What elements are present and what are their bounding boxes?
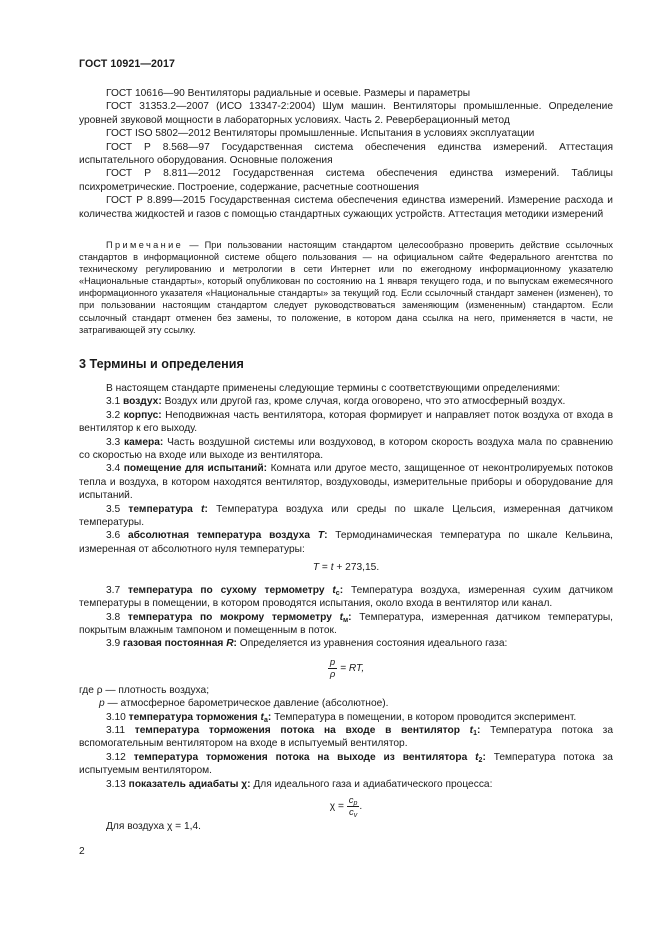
where-rho: где ρ — плотность воздуха; (79, 684, 210, 696)
note-text: — При пользовании настоящим стандартом целесообразно проверить действие ссылочных стандартов в информационной системе общего пользования — на официальном сайте Федерального агентства по техническому регулированию и метрологии в сети Интернет или по ежегодному информационному указателю «Национальные стандарты», который опубликован по состоянию на 1 января текущего года, и по выпускам ежемесячного информационного указателя «Национальные стандарты» за текущий год. Если ссылочный стандарт заменен (изменен), то при пользовании настоящим стандартом следует руководствоваться заменяющим (измененным) стандартом. Если ссылочный стандарт отменен без замены, то положение, в котором дана ссылка на него, применяется в части, не затрагивающей эту ссылку. (79, 240, 613, 335)
term-3-10: 3.10 температура торможения $t_а$: Температура в помещении, в котором проводится эксперимент. (106, 711, 577, 724)
reference-item: ГОСТ Р 8.568—97 Государственная система обеспечения единства измерений. Аттестация испытательного оборудования. Основные положения (79, 141, 613, 167)
air-adiabatic-value: Для воздуха χ = 1,4. (106, 820, 201, 832)
reference-item: ГОСТ Р 8.899—2015 Государственная система обеспечения единства измерений. Измерение расхода и количества жидкостей и газов с помощью стандартных сужающих устройств. Аттестация методики измерений (79, 195, 613, 220)
term-3-1: 3.1 воздух: Воздух или другой газ, кроме случая, когда оговорено, что это атмосферный воздух. (106, 396, 566, 408)
note-block (79, 239, 613, 336)
formula-adiabatic-index: χ = $\frac{c_p}{c_v}$ . (329, 794, 363, 819)
term-3-12: 3.12 температура торможения потока на выходе из вентилятора $t_2$: Температура потока за испытуемым вентилятором. (79, 751, 613, 777)
formula-absolute-temperature: T = t + 273,15. (312, 562, 380, 574)
formula-ideal-gas: $\frac{p}{\rho}$ = RT, (329, 656, 365, 680)
note-label: Примечание (106, 240, 184, 250)
term-3-8: 3.8 температура по мокрому термометру $t_м$: Температура, измеренная датчиком температуры, покрытым влажным тампоном и помещенным в поток. (79, 611, 614, 636)
section-intro: В настоящем стандарте применены следующие термины с соответствующими определениями: (106, 383, 561, 394)
term-3-7: 3.7 температура по сухому термометру $t_c$: Температура воздуха, измеренная сухим датчиком температуры в помещении, в котором проводятся испытания, около входа в вентилятор или канал. (79, 584, 613, 610)
section-title: 3 Термины и определения (79, 357, 244, 371)
term-3-13: 3.13 показатель адиабаты χ: Для идеального газа и адиабатического процесса: (106, 778, 493, 790)
term-3-3: 3.3 камера: Часть воздушной системы или воздуховод, в котором скорость воздуха мала по сравнению со скоростью на входе или выходе из вентилятора. (79, 436, 613, 462)
where-p: p — атмосферное барометрическое давление (абсолютное). (99, 698, 389, 710)
term-3-9: 3.9 газовая постоянная R: Определяется из уравнения состояния идеального газа: (106, 638, 508, 650)
normative-references (79, 87, 613, 221)
term-3-6: 3.6 абсолютная температура воздуха T: Термодинамическая температура по шкале Кельвина, измеренная от абсолютного нуля температуры: (79, 530, 614, 555)
document-header: ГОСТ 10921—2017 (79, 58, 176, 70)
term-3-5: 3.5 температура t: Температура воздуха или среды по шкале Цельсия, измеренная датчиком температуры. (79, 503, 613, 529)
reference-item: ГОСТ Р 8.811—2012 Государственная система обеспечения единства измерений. Таблицы психрометрические. Построение, содержание, расчетные соотношения (79, 168, 613, 193)
page-number: 2 (79, 846, 85, 857)
reference-item: ГОСТ 31353.2—2007 (ИСО 13347-2:2004) Шум машин. Вентиляторы промышленные. Определение уровней звуковой мощности в лабораторных условиях. Часть 2. Реверберационный метод (79, 101, 613, 126)
term-3-11: 3.11 температура торможения потока на входе в вентилятор $t_1$: Температура потока за вспомогательным вентилятором на входе в испытуемый вентилятор. (79, 724, 614, 750)
reference-item: ГОСТ ISO 5802—2012 Вентиляторы промышленные. Испытания в условиях эксплуатации (106, 128, 535, 140)
reference-item: ГОСТ 10616—90 Вентиляторы радиальные и осевые. Размеры и параметры (106, 88, 471, 99)
term-3-4: 3.4 помещение для испытаний: Комната или другое место, защищенное от неконтролируемых потоков тепла и воздуха, в котором находятся вентилятор, воздуховоды, измерительные приборы и оборудование для испытаний. (79, 463, 614, 502)
term-3-2: 3.2 корпус: Неподвижная часть вентилятора, которая формирует и направляет поток воздуха от входа в вентилятор к его выходу. (79, 409, 613, 435)
section-body (79, 382, 613, 833)
